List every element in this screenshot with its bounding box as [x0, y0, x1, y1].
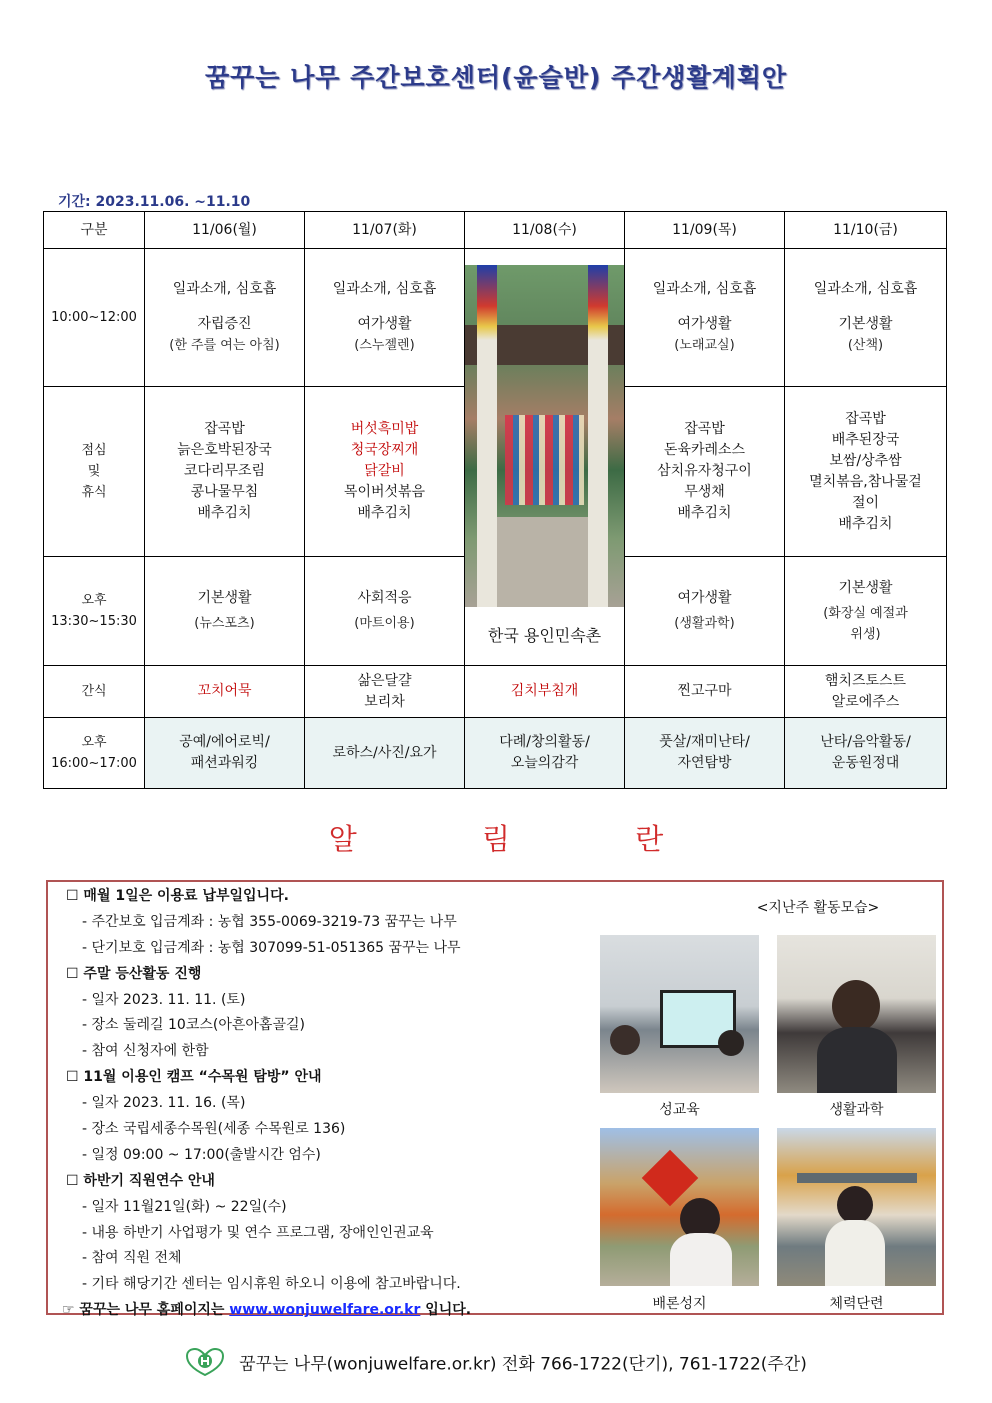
tree-logo-icon	[185, 1348, 225, 1381]
cell-tue-late: 로하스/사진/요가	[305, 718, 465, 789]
day-header-mon: 11/06(월)	[145, 212, 305, 249]
notice-box	[46, 880, 944, 1319]
gallery-title: <지난주 활동모습>	[756, 900, 880, 916]
row-label-snack: 간식	[44, 666, 145, 718]
notice-heading: ☐ 하반기 직원연수 안내	[66, 1172, 215, 1189]
notice-item: - 일정 09:00 ~ 17:00(출발시간 엄수)	[82, 1146, 321, 1163]
notice-item: - 기타 해당기간 센터는 임시휴원 하오니 이용에 참고바랍니다.	[82, 1276, 461, 1293]
photo-sex-education	[600, 935, 759, 1093]
notice-item: - 참여 직원 전체	[82, 1250, 182, 1267]
cell-thu-morning: 일과소개, 심호흡 여가생활 (노래교실)	[625, 249, 785, 387]
notice-item: - 주간보호 입금계좌 : 농협 355-0069-3219-73 꿈꾸는 나무	[82, 913, 457, 930]
notice-item: - 일자 11월21일(화) ~ 22일(수)	[82, 1198, 287, 1215]
photo-caption: 배론성지	[652, 1296, 707, 1312]
cell-fri-snack: 햄치즈토스트 알로에주스	[785, 666, 947, 718]
day-header-thu: 11/09(목)	[625, 212, 785, 249]
photo-baeron-shrine	[600, 1128, 759, 1286]
cell-fri-afternoon: 기본생활 (화장실 예절과 위생)	[785, 557, 947, 666]
morning-row	[44, 249, 947, 387]
notice-heading: ☐ 11월 이용인 캠프 “수목원 탐방” 안내	[66, 1069, 322, 1086]
photo-life-science	[777, 935, 936, 1093]
cell-mon-afternoon: 기본생활 (뉴스포츠)	[145, 557, 305, 666]
notice-item: - 참여 신청자에 한함	[82, 1043, 209, 1060]
page-title: 꿈꾸는 나무 주간보호센터(윤슬반) 주간생활계획안	[204, 63, 788, 92]
cell-wed-field-trip	[465, 249, 625, 666]
cell-mon-morning: 일과소개, 심호흡 자립증진 (한 주를 여는 아침)	[145, 249, 305, 387]
cell-mon-late: 공예/에어로빅/ 패션과워킹	[145, 718, 305, 789]
row-label-late: 오후 16:00~17:00	[44, 718, 145, 789]
cell-tue-morning: 일과소개, 심호흡 여가생활 (스누젤렌)	[305, 249, 465, 387]
photo-fitness	[777, 1128, 936, 1286]
cell-wed-snack: 김치부침개	[465, 666, 625, 718]
notice-heading: ☐ 주말 등산활동 진행	[66, 965, 202, 982]
notice-item: - 장소 둘레길 10코스(아흔아홉골길)	[82, 1017, 305, 1034]
notice-title: 알 림 란	[328, 822, 722, 856]
notice-item: - 일자 2023. 11. 11. (토)	[82, 991, 246, 1008]
corner-cell: 구분	[44, 212, 145, 249]
day-header-tue: 11/07(화)	[305, 212, 465, 249]
cell-tue-lunch: 버섯흑미밥 청국장찌개 닭갈비 목이버섯볶음 배추김치	[305, 387, 465, 557]
notice-item: - 내용 하반기 사업평가 및 연수 프로그램, 장애인인권교육	[82, 1224, 434, 1241]
cell-fri-lunch: 잡곡밥 배추된장국 보쌈/상추쌈 멸치볶음,참나물겉 절이 배추김치	[785, 387, 947, 557]
cell-fri-late: 난타/음악활동/ 운동원정대	[785, 718, 947, 789]
cell-thu-lunch: 잡곡밥 돈육카레소스 삼치유자청구이 무생채 배추김치	[625, 387, 785, 557]
snack-row	[44, 666, 947, 718]
photo-caption: 성교육	[659, 1102, 700, 1118]
cell-tue-afternoon: 사회적응 (마트이용)	[305, 557, 465, 666]
late-afternoon-row	[44, 718, 947, 789]
notice-item: - 장소 국립세종수목원(세종 수목원로 136)	[82, 1121, 346, 1138]
table-header-row	[44, 212, 947, 249]
day-header-fri: 11/10(금)	[785, 212, 947, 249]
cell-mon-snack: 꼬치어묵	[145, 666, 305, 718]
notice-item: - 일자 2023. 11. 16. (목)	[82, 1095, 246, 1112]
row-label-afternoon: 오후 13:30~15:30	[44, 557, 145, 666]
field-trip-caption: 한국 용인민속촌	[487, 626, 602, 645]
notice-list	[62, 884, 596, 1324]
photo-caption: 생활과학	[829, 1102, 884, 1118]
cell-thu-afternoon: 여가생활 (생활과학)	[625, 557, 785, 666]
cell-mon-lunch: 잡곡밥 늙은호박된장국 코다리무조림 콩나물무침 배추김치	[145, 387, 305, 557]
period-label: 기간: 2023.11.06. ~11.10	[58, 194, 251, 210]
cell-fri-morning: 일과소개, 심호흡 기본생활 (산책)	[785, 249, 947, 387]
homepage-link[interactable]: www.wonjuwelfare.or.kr	[229, 1302, 421, 1319]
cell-wed-late: 다례/창의활동/ 오늘의감각	[465, 718, 625, 789]
row-label-lunch: 점심 및 휴식	[44, 387, 145, 557]
notice-heading: ☐ 매월 1일은 이용료 납부일입니다.	[66, 888, 289, 904]
folk-village-photo	[465, 265, 624, 607]
cell-thu-snack: 찐고구마	[625, 666, 785, 718]
page-footer	[0, 1348, 992, 1381]
footer-contact: 꿈꾸는 나무(wonjuwelfare.or.kr) 전화 766-1722(단기), 761-1722(주간)	[239, 1354, 807, 1375]
notice-item: - 단기보호 입금계좌 : 농협 307099-51-051365 꿈꾸는 나무	[82, 939, 461, 956]
homepage-notice: ☞ 꿈꾸는 나무 홈페이지는 www.wonjuwelfare.or.kr 입니다.	[62, 1302, 472, 1319]
cell-thu-late: 풋살/재미난타/ 자연탐방	[625, 718, 785, 789]
row-label-morning: 10:00~12:00	[44, 249, 145, 387]
photo-caption: 체력단련	[829, 1296, 884, 1312]
weekly-schedule-table	[43, 211, 947, 789]
day-header-wed: 11/08(수)	[465, 212, 625, 249]
cell-tue-snack: 삶은달걀 보리차	[305, 666, 465, 718]
